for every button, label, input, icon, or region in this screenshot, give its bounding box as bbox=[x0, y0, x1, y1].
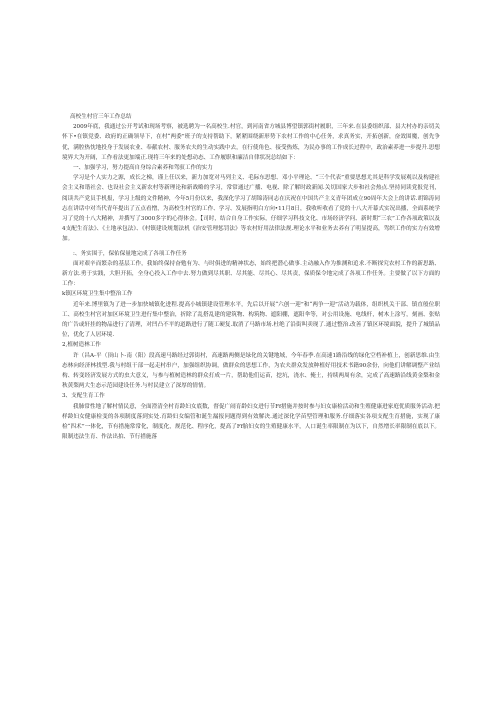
subsection-3-paragraph: 我肺常性地了解村情民意，全面澄清全村育龄妇女底数，督促广闹育龄妇女进行节Ff措施并按时参与妇女康检活动和生殖健康进家庭优质服务活动.把样龄妇女健康检变的各项制度落到实处.育龄妇女编管和诞生漏报问题得到有效解决.通过深化学苗型管理和服务.仔细落实各项支配生育措施，实现了康检“四术”一体化，节有措施常常化，制度化，规范化、程序化，提高了Ff胎妇女的生殖健康水平，人口诞生率限制在为以下，自然增长率限制在底以下。限制违法生育、作法出拍、节行措施落 bbox=[62, 403, 440, 441]
section-2-paragraph: 面对艰辛而繁杂的基层工作，我始终保持奋勉有为、与时俱进的精神状态，始终把潜心做事.主动融入作为推测和追求.不断探究农村工作的新思路、新方法.勇于实践，大胆开拓，全身心投入工作中去.努力做到尽其职、尽其能、尽其心、尽其责，保质保令地完成了各项工作任务。主要做了以下方面的工作： bbox=[62, 260, 440, 288]
subsection-2-heading: 2,植树造林工作 bbox=[62, 342, 101, 349]
subsection-1-heading: k镇区环境卫生集中整治工作 bbox=[62, 291, 133, 298]
subsection-1-paragraph: 近年来.博里镇为了进一步加快城镇化进程.提高小城镇建设管理水平，先后以开展“六创一迎”和“两争一迎”活动为载体，组织机关干部、镇直般位职工、高校生村官对加区环境卫生进行集中整治，折除了乱搭乱建的建筑物、构筑物、遮阳棚，遮阳伞等，对公用设施、电线杆，树木上涂写，刻画、张贴的广告或轩挂的物品进行了清理，对凹凸不平的道路进行了随工硬复.取消了马路市场.杜绝了沿街叫卖现了.通过整治.改善了镇区环境面貌，提升了城镇品位，优化了人居环境. bbox=[62, 301, 440, 339]
document-body bbox=[62, 112, 440, 443]
section-1-paragraph: 学习是个人实力之源，成长之梯，谨上任以来，新力加宽对马列主义、毛际东思想、邓小平理论、“三个代表”重要思想尤其是科学发展观以及构建社会主义和谐社会、也设社会主义新农村等新理论和新战略的学习，常常通过广播、电视、除了解时政新闻.关切国家大步和社会热点.坚持同读党报党刊，阅读共产党员手机报，学习上级的文件精神，今年5月份以来，我深化学习了胡锦涛同志在庆祝在中国共产主义青年团成立90周年大会上的讲话.胡锦涛同志在讲话中对当代青年提出了五点看憎，为高校生村官的工作、学习、发展指明白方向•11月8日，我收听收看了党的十八大开幕式实况出播，全面系统学习了党的十八大精神，并撰写了3000多字的心得体会。【司时，结合自身工作实际，仔细学习科技文化、市场经济学问、新时期“三农”工作各项政策以及4支配生育法》、《土地承包法》、《村镇建设规划法机《治安管理惩罚法》等农村好用法律法规.理论水平和业务去养有了明显提高，驾织工作的实力有效增加。 bbox=[62, 175, 440, 243]
section-2-heading: :、务实围于，保佑保量地完成了各项工作任务 bbox=[73, 250, 187, 257]
intro-paragraph: 2009年底，我通过公开考试和现场考察，被选聘为一名高校生.村官，到河南省方城县博望镇郭街村履职，三年来.在县委组织部、县大村办的亲切关怀下•在镇党委、政府的正确领导下，在村“两委”班子的支持帮助下，紧紧围绕新形势下农村工作的中心任务，求真务实，开拓创新，奋效围魔，创先争优，满腔热忱地投身于发展农业、奉献农村、服务农夫的生动实践中去，在行使角色、接受热炼，为民办事的工作成长过程中，政治素养进一步提升.思想境界大为开阔，工作看法更加端正.现将三年来的处想动态、工作履职和廉洁自律状况总结如下： bbox=[62, 124, 440, 161]
document-title: 高校生村官三年工作总结 bbox=[70, 114, 132, 120]
section-1-heading: 一、加强学习，努力提高自身综合素养和驾驭工作的实力 bbox=[73, 165, 213, 172]
subsection-2-paragraph: 许（昌A-平（顶山卜-南（阳）段高速马路经过郭街村，高速路两侧是绿化的关键地域，今年春季.在高速1路沿线的绿化空档补植上，创新思维.由生态林向经济林找型.我与村组干部一起走村串户，加强组织协调，做群众的思想工作，为农夫群众发放种植好用技术书籍90余份，向他们讲解调整产业结构、转变经济发展方式的虫大意义，与参与植树造林的群众打成一片，帮助他们运苗，挖坑，浇水、掩土，持续两周有余，完成了高速路沿线黄金梨和金秋黄梨两大生态示范园建设任务.与村民建立了深厚的情情。 bbox=[62, 352, 440, 390]
subsection-3-heading: 3、支配生育工作 bbox=[62, 393, 105, 400]
